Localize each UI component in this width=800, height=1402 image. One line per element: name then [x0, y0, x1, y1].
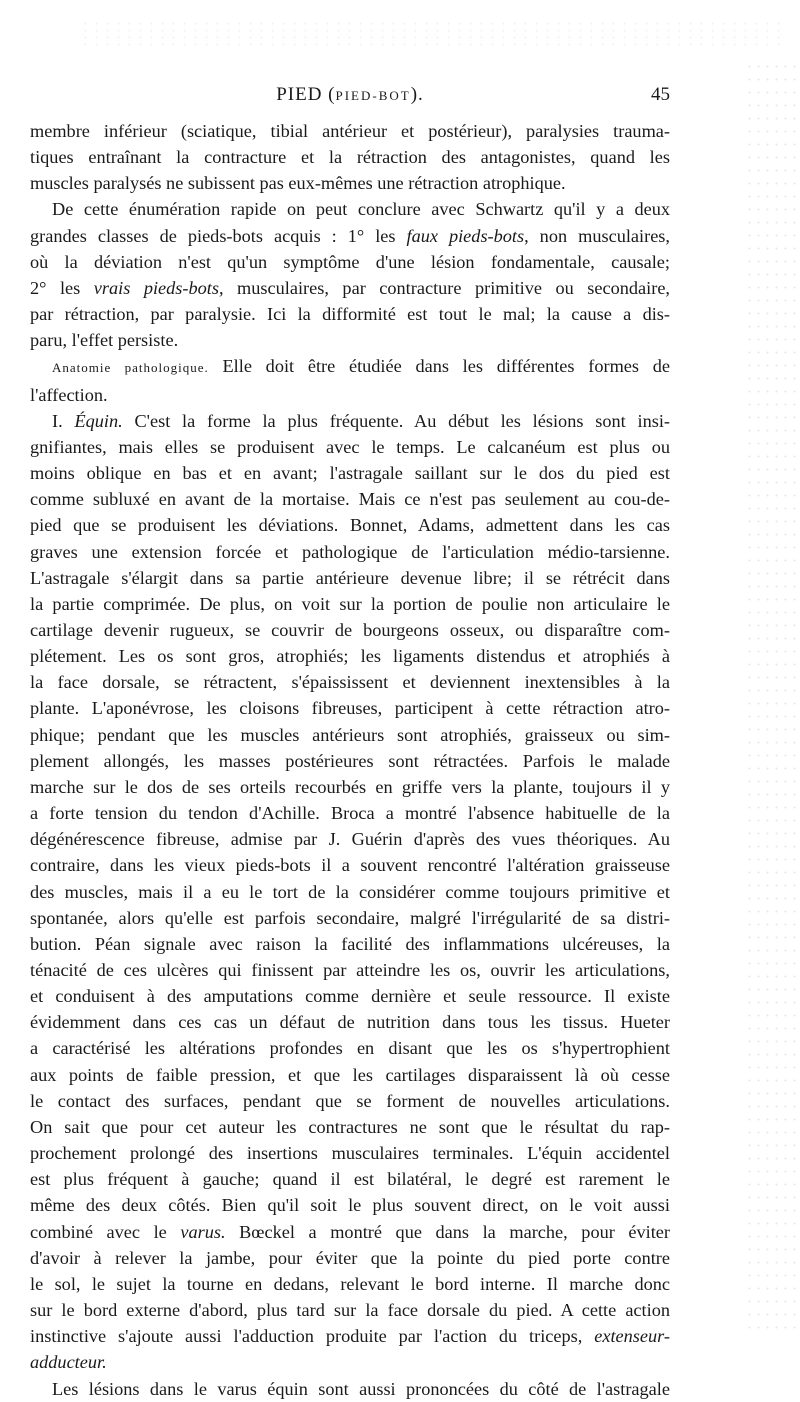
- text-line: est plus fréquent à gauche; quand il est bilatéral, le degré est rarement le: [30, 1169, 670, 1190]
- text-line: la face dorsale, se rétractent, s'épaississent et deviennent inextensibles à la: [30, 672, 670, 693]
- text-line: où la déviation n'est qu'un symptôme d'une lésion fondamentale, causale;: [30, 251, 670, 272]
- body-text: [30, 118, 670, 1402]
- text-line: moins oblique en bas et en avant; l'astragale saillant sur le dos du pied est: [30, 463, 670, 484]
- text-line: phique; pendant que les muscles antérieurs sont atrophiés, graisseux ou sim-: [30, 724, 670, 745]
- scan-noise-edge: [745, 60, 800, 1339]
- text-line: le sol, le sujet la tourne en dedans, relevant le bord interne. Il marche donc: [30, 1273, 670, 1294]
- subsection-heading: Équin.: [74, 410, 123, 431]
- text-line: I. Équin. C'est la forme la plus fréquente. Au début les lésions sont insi-: [52, 410, 670, 431]
- text-line: graves une extension forcée et pathologique de l'articulation médio-tarsienne.: [30, 541, 670, 562]
- text-line: le contact des surfaces, pendant que se forment de nouvelles articulations.: [30, 1090, 670, 1111]
- text-line: sur le bord externe d'abord, plus tard sur la face dorsale du pied. A cette action: [30, 1300, 670, 1321]
- text-line: pied que se produisent les déviations. Bonnet, Adams, admettent dans les cas: [30, 515, 670, 536]
- text-line: cartilage devenir rugueux, se couvrir de bourgeons osseux, ou disparaître com-: [30, 619, 670, 640]
- text-line: plement allongés, les masses postérieures sont rétractées. Parfois le malade: [30, 750, 670, 771]
- text-line: évidemment dans ces cas un défaut de nutrition dans tous les tissus. Hueter: [30, 1012, 670, 1033]
- text-line: bution. Péan signale avec raison la facilité des inflammations ulcéreuses, la: [30, 933, 670, 954]
- text-line: aux points de faible pression, et que les cartilages disparaissent là où cesse: [30, 1064, 670, 1085]
- text-line: prochement prolongé des insertions musculaires terminales. L'équin accidentel: [30, 1143, 670, 1164]
- text-line: comme subluxé en avant de la mortaise. Mais ce n'est pas seulement au cou-de-: [30, 489, 670, 510]
- text-line: ténacité de ces ulcères qui finissent par atteindre les os, ouvrir les articulations,: [30, 960, 670, 980]
- text-line: 2° les vrais pieds-bots, musculaires, par contracture primitive ou secondaire,: [30, 277, 671, 298]
- text-line: contraire, dans les vieux pieds-bots il a souvent rencontré l'altération graisseuse: [30, 855, 670, 876]
- text-line: la partie comprimée. De plus, on voit sur la portion de poulie non articulaire le: [30, 593, 670, 614]
- text-line: des muscles, mais il a eu le tort de la considérer comme toujours primitive et: [30, 881, 670, 902]
- text-line: spontanée, alors qu'elle est parfois secondaire, malgré l'irrégularité de sa distri-: [30, 907, 670, 928]
- scan-noise-top: [80, 20, 780, 50]
- text-line: grandes classes de pieds-bots acquis : 1° les faux pieds-bots, non musculaires,: [30, 225, 670, 246]
- section-heading-line: Anatomie pathologique. Elle doit être étudiée dans les différentes formes de: [52, 356, 671, 377]
- section-heading: Anatomie pathologique.: [52, 360, 209, 376]
- text-line: adducteur.: [30, 1352, 107, 1373]
- page-number: 45: [651, 84, 670, 105]
- running-title: PIED (PIED-BOT).: [276, 84, 424, 105]
- text-line: tiques entraînant la contracture et la rétraction des antagonistes, quand les: [30, 147, 670, 168]
- text-line: On sait que pour cet auteur les contractures ne sont que le résultat du rap-: [30, 1116, 670, 1137]
- text-line: et conduisent à des amputations comme dernière et seule ressource. Il existe: [30, 986, 670, 1007]
- text-line: combiné avec le varus. Bœckel a montré que dans la marche, pour éviter: [30, 1221, 670, 1242]
- text-line: Les lésions dans le varus équin sont aussi prononcées du côté de l'astragale: [52, 1378, 670, 1399]
- text-line: d'avoir à relever la jambe, pour éviter que la pointe du pied porte contre: [30, 1247, 670, 1268]
- text-line: paru, l'effet persiste.: [30, 330, 179, 351]
- text-line: muscles paralysés ne subissent pas eux-mêmes une rétraction atrophique.: [30, 173, 566, 194]
- text-line: a forte tension du tendon d'Achille. Broca a montré l'absence habituelle de la: [30, 803, 670, 824]
- text-line: gnifiantes, mais elles se produisent avec le temps. Le calcanéum est plus ou: [30, 436, 670, 457]
- text-line: par rétraction, par paralysie. Ici la difformité est tout le mal; la cause a dis-: [30, 304, 670, 325]
- text-line: marche sur le dos de ses orteils recourbés en griffe vers la plante, toujours il y: [30, 776, 670, 797]
- text-line: L'astragale s'élargit dans sa partie antérieure devenue libre; il se rétrécit dans: [30, 567, 670, 588]
- text-line: plétement. Les os sont gros, atrophiés; les ligaments distendus et atrophiés à: [30, 646, 670, 667]
- text-line: plante. L'aponévrose, les cloisons fibreuses, participent à cette rétraction atro-: [30, 698, 670, 719]
- text-line: même des deux côtés. Bien qu'il soit le plus souvent direct, on le voit aussi: [30, 1195, 670, 1216]
- page-header: [30, 84, 670, 108]
- text-line: De cette énumération rapide on peut conclure avec Schwartz qu'il y a deux: [52, 199, 670, 220]
- text-line: dégénérescence fibreuse, admise par J. Guérin d'après des vues théoriques. Au: [30, 829, 670, 850]
- text-line: l'affection.: [30, 384, 108, 405]
- text-line: a caractérisé les altérations profondes en disant que les os s'hypertrophient: [30, 1038, 670, 1059]
- text-line: instinctive s'ajoute aussi l'adduction produite par l'action du triceps, extenseur-: [30, 1326, 670, 1347]
- text-line: membre inférieur (sciatique, tibial antérieur et postérieur), paralysies trauma-: [30, 121, 670, 141]
